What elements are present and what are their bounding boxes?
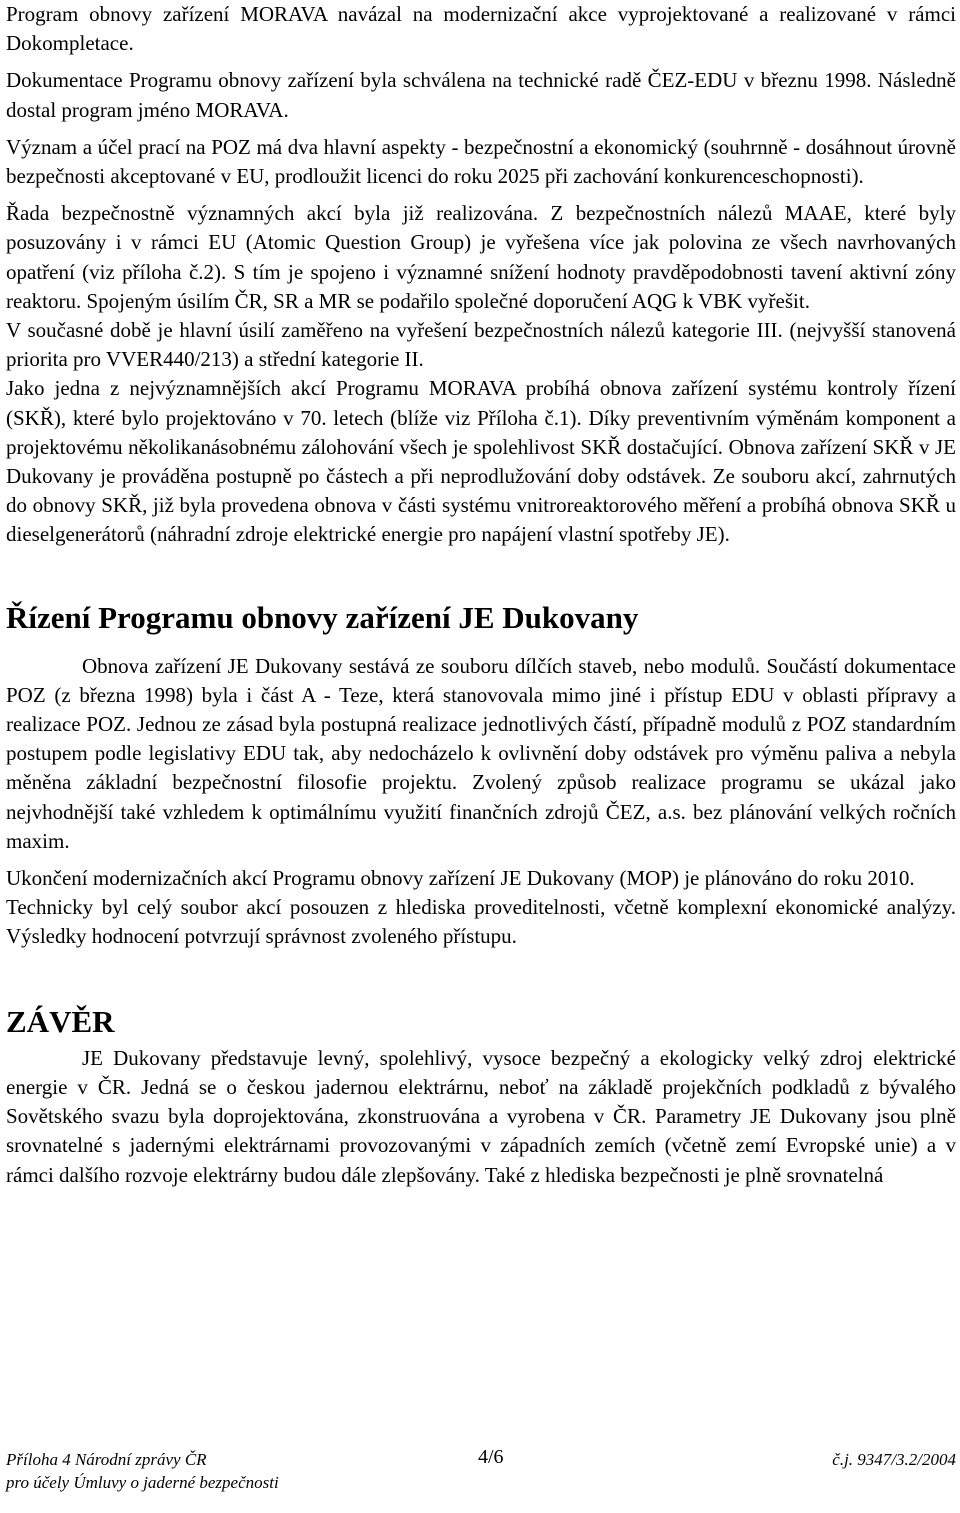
footer-document-subtitle: pro účely Úmluvy o jaderné bezpečnosti	[6, 1473, 279, 1492]
paragraph: Program obnovy zařízení MORAVA navázal na modernizační akce vyprojektované a realizované v rámci Dokompletace.	[6, 2, 956, 56]
document-page	[6, 0, 956, 1190]
page-footer	[6, 1448, 956, 1494]
paragraph: JE Dukovany představuje levný, spolehlivý, vysoce bezpečný a ekologicky velký zdroj elektrické energie v ČR. Jedná se o českou jadernou elektrárnu, neboť na základě projekčních podkladů z bývalého Sovětského svazu byla doprojektována, zkonstruována a vyrobena v ČR. Parametry JE Dukovany jsou plně srovnatelné s jadernými elektrárnami provozovanými v západních zemích (včetně zemí Evropské unie) a v rámci dalšího rozvoje elektrárny budou dále zlepšovány. Také z hlediska bezpečnosti je plně srovnatelná	[6, 1045, 956, 1187]
paragraph: Jako jedna z nejvýznamnějších akcí Programu MORAVA probíhá obnova zařízení systému kontroly řízení (SKŘ), které bylo projektováno v 70. letech (blíže viz Příloha č.1). Díky preventivním výměnám komponent a projektovému několikanásobnému zálohování všech je spolehlivost SKŘ dostačující. Obnova zařízení SKŘ v JE Dukovany je prováděna postupně po částech a při neprodlužování doby odstávek. Ze souboru akcí, zahrnutých do obnovy SKŘ, již byla provedena obnova v části systému vnitroreaktorového měření a probíhá obnova SKŘ u dieselgenerátorů (náhradní zdroje elektrické energie pro napájení vlastní spotřeby JE).	[6, 376, 956, 547]
footer-document-title: Příloha 4 Národní zprávy ČR	[6, 1450, 207, 1469]
page-number: 4/6	[478, 1446, 504, 1468]
paragraph: Technicky byl celý soubor akcí posouzen z hlediska proveditelnosti, včetně komplexní ekonomické analýzy. Výsledky hodnocení potvrzují správnost zvoleného přístupu.	[6, 895, 956, 949]
paragraph: Ukončení modernizačních akcí Programu obnovy zařízení JE Dukovany (MOP) je plánováno do roku 2010.	[6, 866, 915, 891]
paragraph: Obnova zařízení JE Dukovany sestává ze souboru dílčích staveb, nebo modulů. Součástí dokumentace POZ (z března 1998) byla i část A - Teze, která stanovovala mimo jiné i přístup EDU v oblasti přípravy a realizace POZ. Jednou ze zásad byla postupná realizace jednotlivých částí, případně modulů z POZ standardním postupem podle legislativy EDU tak, aby nedocházelo k ovlivnění doby odstávek pro výměnu paliva a nebyla měněna základní bezpečnostní filosofie projektu. Zvolený způsob realizace programu se ukázal jako nejvhodnější také vzhledem k optimálnímu využití finančních zdrojů ČEZ, a.s. bez plánování velkých ročních maxim.	[6, 653, 956, 853]
paragraph: Dokumentace Programu obnovy zařízení byla schválena na technické radě ČEZ-EDU v březnu 1998. Následně dostal program jméno MORAVA.	[6, 68, 956, 122]
footer-reference-number: č.j. 9347/3.2/2004	[832, 1450, 956, 1469]
paragraph: Řada bezpečnostně významných akcí byla již realizována. Z bezpečnostních nálezů MAAE, které byly posuzovány i v rámci EU (Atomic Question Group) je vyřešena více jak polovina ze všech navrhovaných opatření (viz příloha č.2). S tím je spojeno i významné snížení hodnoty pravděpodobnosti tavení aktivní zóny reaktoru. Spojeným úsilím ČR, SR a MR se podařilo společné doporučení AQG k VBK vyřešit.	[6, 201, 956, 313]
paragraph: Význam a účel prací na POZ má dva hlavní aspekty - bezpečnostní a ekonomický (souhrnně - dosáhnout úrovně bezpečnosti akceptované v EU, prodloužit licenci do roku 2025 při zachování konkurenceschopnosti).	[6, 134, 956, 189]
section-heading: Řízení Programu obnovy zařízení JE Dukovany	[6, 599, 639, 635]
paragraph: V současné době je hlavní úsilí zaměřeno na vyřešení bezpečnostních nálezů kategorie III. (nejvyšší stanovená priorita pro VVER440/213) a střední kategorie II.	[6, 318, 956, 372]
section-heading: ZÁVĚR	[6, 1003, 115, 1039]
